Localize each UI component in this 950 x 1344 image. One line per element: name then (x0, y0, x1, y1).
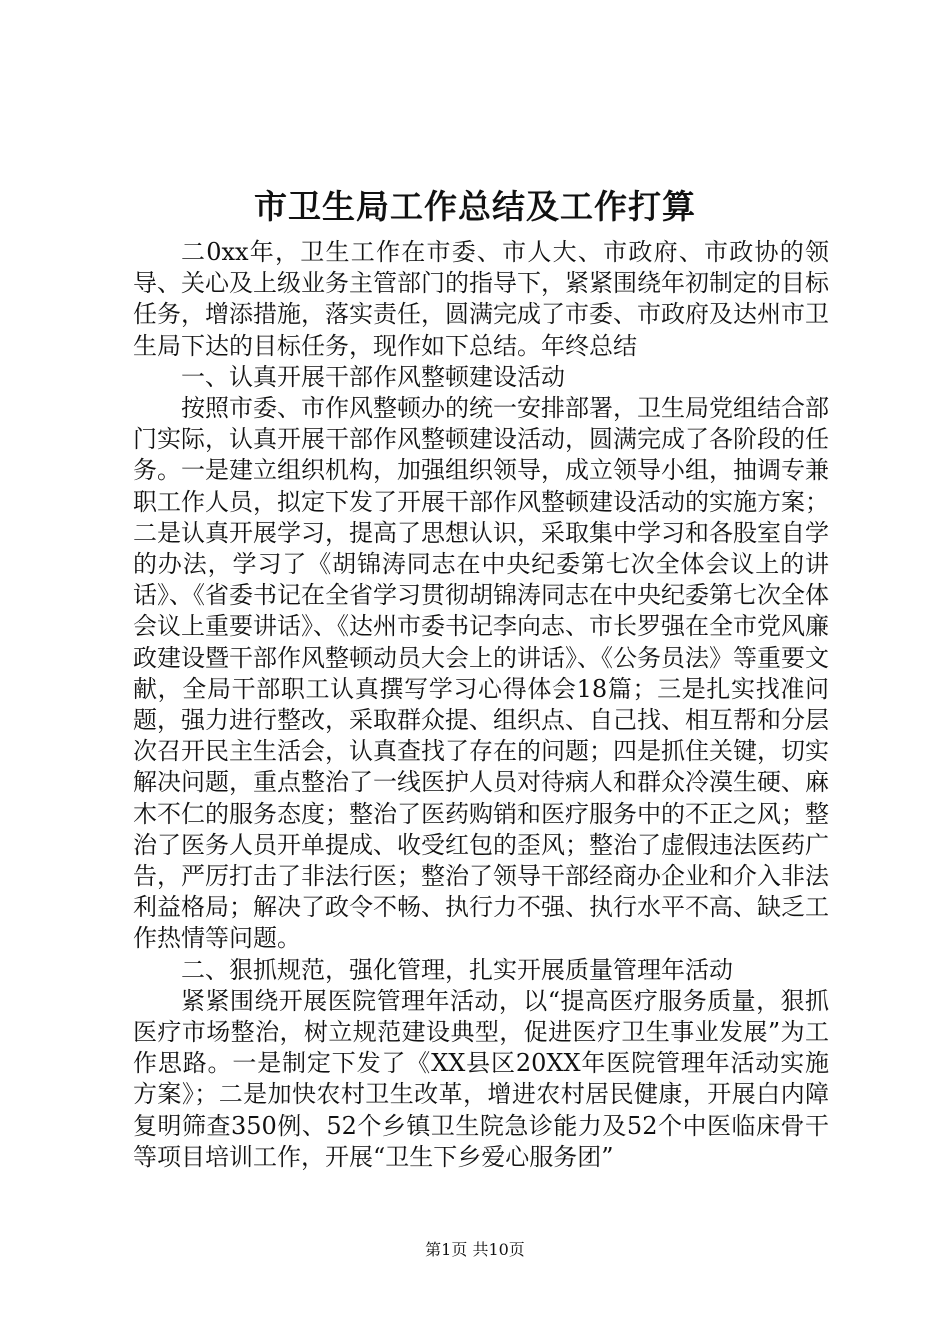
document-body (133, 237, 829, 1173)
document-title: 市卫生局工作总结及工作打算 (254, 187, 696, 226)
section-heading-2: 二、狠抓规范，强化管理，扎实开展质量管理年活动 (181, 955, 733, 984)
intro-paragraph: 二0xx年，卫生工作在市委、市人大、市政府、市政协的领导、关心及上级业务主管部门的指导下，紧紧围绕年初制定的目标任务，增添措施，落实责任，圆满完成了市委、市政府及达州市卫生局下达的目标任务，现作如下总结。年终总结 (133, 238, 829, 360)
page-footer: 第1页 共10页 (425, 1240, 525, 1259)
section-1-paragraph: 按照市委、市作风整顿办的统一安排部署，卫生局党组结合部门实际，认真开展干部作风整顿建设活动，圆满完成了各阶段的任务。一是建立组织机构，加强组织领导，成立领导小组，抽调专兼职工作人员，拟定下发了开展干部作风整顿建设活动的实施方案；二是认真开展学习，提高了思想认识，采取集中学习和各股室自学的办法，学习了《胡锦涛同志在中央纪委第七次全体会议上的讲话》、《省委书记在全省学习贯彻胡锦涛同志在中央纪委第七次全体会议上重要讲话》、《达州市委书记李向志、市长罗强在全市党风廉政建设暨干部作风整顿动员大会上的讲话》、《公务员法》等重要文献，全局干部职工认真撰写学习心得体会18篇；三是扎实找准问题，强力进行整改，采取群众提、组织点、自己找、相互帮和分层次召开民主生活会，认真查找了存在的问题；四是抓住关键，切实解决问题，重点整治了一线医护人员对待病人和群众冷漠生硬、麻木不仁的服务态度；整治了医药购销和医疗服务中的不正之风；整治了医务人员开单提成、收受红包的歪风；整治了虚假违法医药广告，严厉打击了非法行医；整治了领导干部经商办企业和介入非法利益格局；解决了政令不畅、执行力不强、执行水平不高、缺乏工作热情等问题。 (133, 394, 829, 953)
section-2-paragraph: 紧紧围绕开展医院管理年活动，以“提高医疗服务质量，狠抓医疗市场整治，树立规范建设典型，促进医疗卫生事业发展”为工作思路。一是制定下发了《XX县区20XX年医院管理年活动实施方案》；二是加快农村卫生改革，增进农村居民健康，开展白内障复明筛查350例、52个乡镇卫生院急诊能力及52个中医临床骨干等项目培训工作，开展“卫生下乡爱心服务团” (133, 986, 829, 1171)
section-heading-1: 一、认真开展干部作风整顿建设活动 (181, 362, 565, 391)
